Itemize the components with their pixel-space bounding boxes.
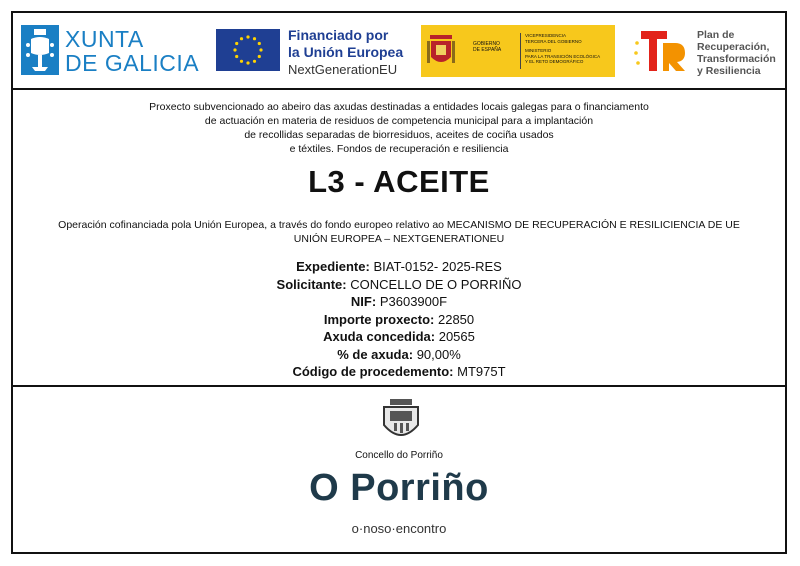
gob-left-1: GOBIERNO xyxy=(473,41,500,47)
plan-line2: Recuperación, xyxy=(697,41,770,53)
field-value: MT975T xyxy=(457,364,506,379)
gob-right-3: MINISTERIO xyxy=(525,48,552,54)
concello-name: Concello do Porriño xyxy=(355,450,443,461)
operation-text xyxy=(13,218,785,246)
gobierno-logo xyxy=(421,25,615,77)
field-label: Importe proxecto: xyxy=(323,311,435,327)
gob-divider xyxy=(520,33,521,69)
field-procedemento xyxy=(13,363,785,381)
field-porcentaxe xyxy=(13,346,785,364)
plan-recuperacion-logo xyxy=(633,25,783,77)
project-info xyxy=(13,90,785,387)
page-title: L3 - ACEITE xyxy=(308,164,490,199)
concello-branding xyxy=(13,387,785,552)
field-value: CONCELLO DE O PORRIÑO xyxy=(350,276,522,292)
field-label: Expediente: xyxy=(296,259,370,274)
plan-line3: Transformación xyxy=(697,53,776,65)
intro-line-3: de recollidas separadas de biorresiduos, aceites de cociña usados xyxy=(244,129,554,141)
field-value: 20565 xyxy=(438,329,475,344)
project-fields xyxy=(13,258,785,381)
field-axuda xyxy=(13,328,785,346)
brand-tagline: o·noso·encontro xyxy=(351,521,447,536)
gob-left-2: DE ESPAÑA xyxy=(473,47,502,53)
spain-shield-icon xyxy=(427,33,455,69)
eu-flag-icon xyxy=(216,29,280,71)
field-label: Axuda concedida: xyxy=(323,329,436,344)
prtr-mark-icon xyxy=(633,29,689,73)
xunta-line2: DE GALICIA xyxy=(65,50,200,76)
eu-line3: NextGenerationEU xyxy=(288,62,398,77)
gob-right-5: Y EL RETO DEMOGRÁFICO xyxy=(525,59,584,65)
field-importe xyxy=(13,311,785,329)
plan-line4: y Resiliencia xyxy=(697,65,761,77)
plan-line1: Plan de xyxy=(697,29,735,41)
logo-bar xyxy=(13,13,785,90)
operation-line-2: UNIÓN EUROPEA – NEXTGENERATIONEU xyxy=(293,233,505,245)
intro-line-2: de actuación en materia de residuos de competencia municipal para a implantación xyxy=(204,115,594,127)
field-solicitante xyxy=(13,276,785,294)
intro-line-1: Proxecto subvencionado ao abeiro das axudas destinadas a entidades locais galegas para o financiamento xyxy=(149,101,649,113)
field-value: 90,00% xyxy=(416,346,461,362)
field-value: 22850 xyxy=(437,311,475,327)
field-expediente xyxy=(13,258,785,276)
field-label: NIF: xyxy=(350,294,377,309)
eu-logo xyxy=(216,27,406,75)
eu-line1: Financiado por xyxy=(288,27,389,43)
field-value: BIAT-0152- 2025-RES xyxy=(373,259,502,274)
gob-right-1: VICEPRESIDENCIA xyxy=(525,33,567,38)
xunta-crest-icon xyxy=(21,25,59,75)
xunta-logo xyxy=(21,25,201,75)
eu-line2: la Unión Europea xyxy=(288,44,404,60)
gob-right-2: TERCERA DEL GOBIERNO xyxy=(525,38,582,44)
field-label: Código de procedemento: xyxy=(292,364,454,379)
concello-crest-icon xyxy=(382,399,420,445)
field-label: Solicitante: xyxy=(276,276,347,292)
field-label: % de axuda: xyxy=(337,346,414,362)
xunta-line1: XUNTA xyxy=(65,26,144,52)
field-value: P3603900F xyxy=(379,294,448,309)
operation-line-1: Operación cofinanciada pola Unión Europea, a través do fondo europeo relativo ao MECANISMO DE RECUPERACIÓN E RESILICIENCIA DE UE xyxy=(58,219,740,231)
brand-logo-text: O Porriño xyxy=(309,467,489,509)
intro-text xyxy=(13,100,785,156)
field-nif xyxy=(13,293,785,311)
gob-right-4: PARA LA TRANSICIÓN ECOLÓGICA xyxy=(525,53,601,59)
intro-line-4: e téxtiles. Fondos de recuperación e resiliencia xyxy=(289,143,509,155)
poster-frame xyxy=(11,11,787,554)
